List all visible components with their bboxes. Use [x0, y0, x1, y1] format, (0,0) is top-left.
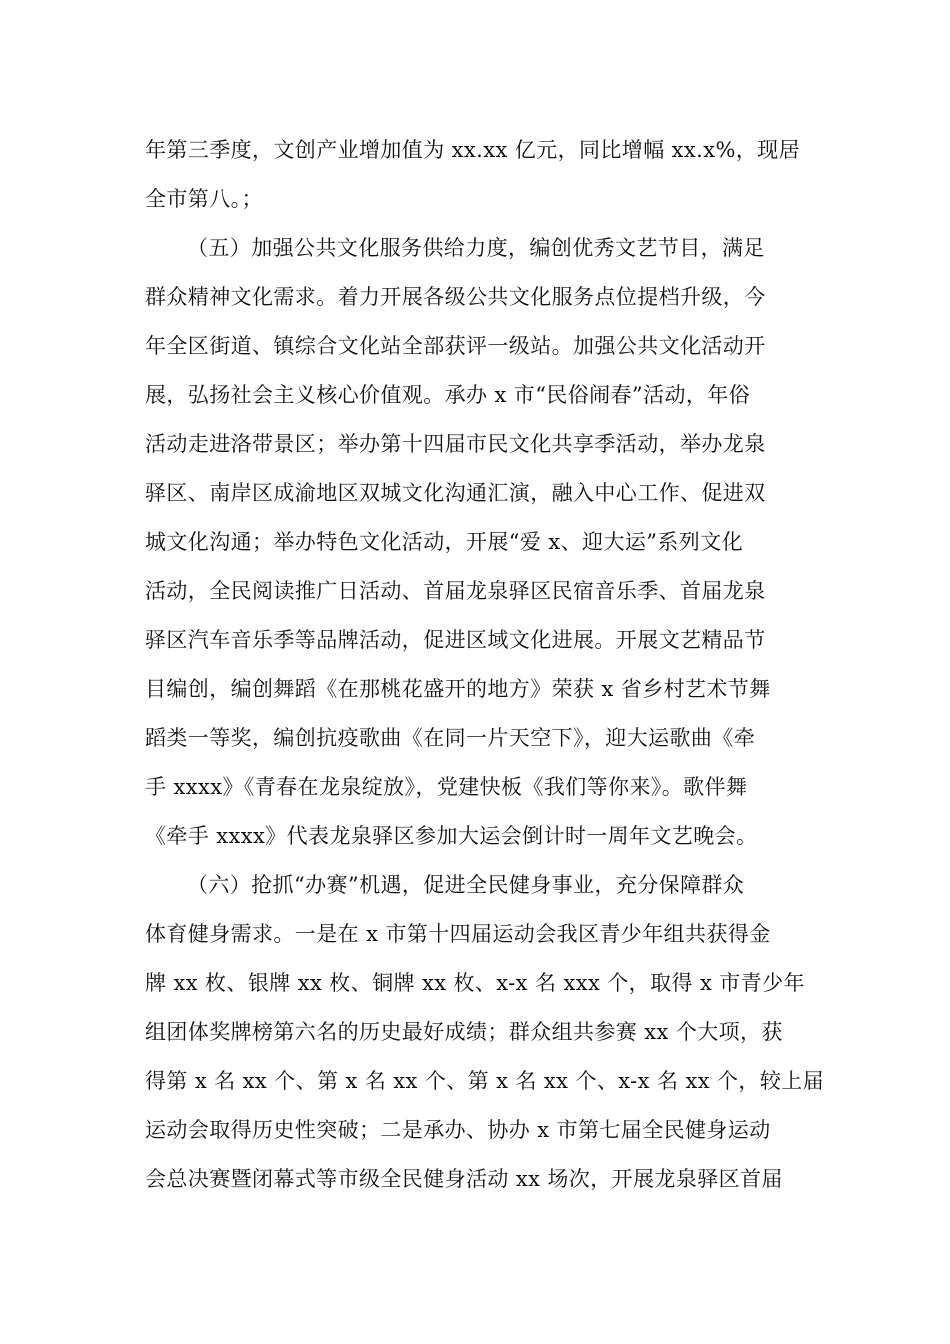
- paragraph-heading-line: （五）加强公共文化服务供给力度，编创优秀文艺节目，满足: [187, 236, 765, 260]
- text-line: 组团体奖牌榜第六名的历史最好成绩；群众组共参赛 xx 个大项，获: [145, 1020, 783, 1044]
- text-line: 蹈类一等奖，编创抗疫歌曲《在同一片天空下》，迎大运歌曲《牵: [145, 726, 756, 750]
- text-line: 《牵手 xxxx》代表龙泉驿区参加大运会倒计时一周年文艺晚会。: [145, 824, 758, 848]
- text-line: 年全区街道、镇综合文化站全部获评一级站。加强公共文化活动开: [145, 334, 766, 358]
- text-line: 年第三季度，文创产业增加值为 xx.xx 亿元，同比增幅 xx.x%，现居: [145, 138, 801, 162]
- text-line: 手 xxxx》《青春在龙泉绽放》，党建快板《我们等你来》。歌伴舞: [145, 775, 748, 799]
- text-line: 运动会取得历史性突破；二是承办、协办 x 市第七届全民健身运动: [145, 1118, 771, 1142]
- text-line: 得第 x 名 xx 个、第 x 名 xx 个、第 x 名 xx 个、x-x 名 xx 个，较上届: [145, 1069, 825, 1093]
- text-line: 城文化沟通；举办特色文化活动，开展“爱 x、迎大运”系列文化: [145, 530, 743, 554]
- text-line: 驿区汽车音乐季等品牌活动，促进区域文化进展。开展文艺精品节: [145, 628, 766, 652]
- text-line: 驿区、南岸区成渝地区双城文化沟通汇演，融入中心工作、促进双: [145, 481, 766, 505]
- text-line: 活动，全民阅读推广日活动、首届龙泉驿区民宿音乐季、首届龙泉: [145, 579, 766, 603]
- text-line: 目编创，编创舞蹈《在那桃花盛开的地方》荣获 x 省乡村艺术节舞: [145, 677, 771, 701]
- text-line: 全市第八。；: [145, 187, 263, 211]
- text-line: 体育健身需求。一是在 x 市第十四届运动会我区青少年组共获得金: [145, 922, 771, 946]
- text-line: 活动走进洛带景区；举办第十四届市民文化共享季活动，举办龙泉: [145, 432, 766, 456]
- body-text: [145, 126, 825, 1204]
- text-line: 群众精神文化需求。着力开展各级公共文化服务点位提档升级，今: [145, 285, 766, 309]
- text-line: 会总决赛暨闭幕式等市级全民健身活动 xx 场次，开展龙泉驿区首届: [145, 1167, 783, 1191]
- text-line: 展，弘扬社会主义核心价值观。承办 x 市“民俗闹春”活动，年俗: [145, 383, 751, 407]
- paragraph-heading-line: （六）抢抓“办赛”机遇，促进全民健身事业，充分保障群众: [187, 873, 745, 897]
- text-line: 牌 xx 枚、银牌 xx 枚、铜牌 xx 枚、x-x 名 xxx 个，取得 x 市青少年: [145, 971, 805, 995]
